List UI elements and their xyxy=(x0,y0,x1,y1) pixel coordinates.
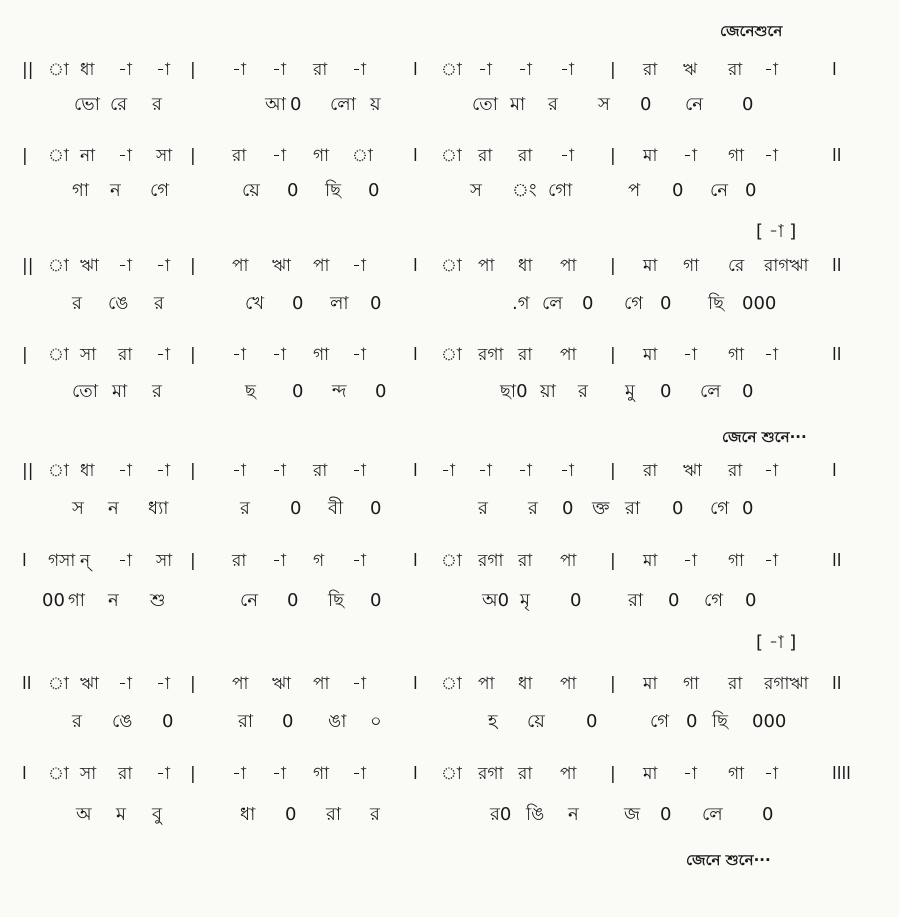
swara-note: -া xyxy=(764,345,778,365)
swara-note: সা xyxy=(156,551,173,571)
lyric-syllable: য়ে xyxy=(527,711,545,732)
swara-note: | xyxy=(190,764,196,784)
swara-note: -া xyxy=(272,551,286,571)
swara-note: | xyxy=(22,146,28,166)
swara-note: | xyxy=(610,674,616,694)
swara-note: রা xyxy=(518,146,533,166)
lyric-syllable: জ xyxy=(624,804,641,825)
lyric-syllable: র xyxy=(152,94,162,115)
lyric-syllable: বী xyxy=(328,498,344,519)
lyric-syllable: ন্দ xyxy=(332,381,347,402)
swara-note: ll xyxy=(832,146,842,166)
lyric-syllable: নে xyxy=(685,94,704,115)
swara-note: রগাঋা xyxy=(764,674,809,694)
lyric-syllable: মৃ xyxy=(520,590,530,611)
lyric-syllable: 0 xyxy=(368,180,380,201)
lyric-syllable: ছা0 xyxy=(500,381,528,402)
swara-note: -া xyxy=(156,674,170,694)
lyric-syllable: স xyxy=(470,180,482,201)
refrain-cue: জেনে শুনে··· xyxy=(686,851,771,869)
swara-note: -া xyxy=(352,461,366,481)
swara-note: া xyxy=(48,256,69,276)
lyric-syllable: 0 xyxy=(745,590,757,611)
lyric-syllable: র xyxy=(548,94,558,115)
swara-note: || xyxy=(22,461,34,481)
swara-note: -া xyxy=(764,146,778,166)
swara-note: া xyxy=(441,551,462,571)
swara-note: | xyxy=(190,146,196,166)
lyric-syllable: 0 xyxy=(660,804,672,825)
lyric-syllable: রা xyxy=(628,590,644,611)
swara-note: -া xyxy=(764,60,778,80)
swara-note: ধা xyxy=(518,256,533,276)
swara-note: া xyxy=(441,60,462,80)
swara-note: া xyxy=(441,146,462,166)
swara-note: মা xyxy=(643,146,658,166)
swara-note: রা xyxy=(118,764,133,784)
swara-note: | xyxy=(610,60,616,80)
swara-note: ll xyxy=(832,674,842,694)
swara-note: -া xyxy=(352,764,366,784)
swara-note: গা xyxy=(683,674,700,694)
lyric-syllable: 0 xyxy=(660,293,672,314)
lyric-syllable: 0 xyxy=(290,94,302,115)
swara-note: পা xyxy=(560,674,577,694)
swara-note: রা xyxy=(518,345,533,365)
lyric-syllable: 0 xyxy=(285,804,297,825)
lyric-syllable: 0 xyxy=(370,293,382,314)
swara-note: -া xyxy=(232,60,246,80)
swara-note: l xyxy=(413,60,418,80)
swara-note: মা xyxy=(643,674,658,694)
swara-note: -া xyxy=(352,256,366,276)
lyric-syllable: 0 xyxy=(745,180,757,201)
swara-note: -া xyxy=(352,60,366,80)
swara-note: -া xyxy=(518,461,532,481)
lyric-syllable: 0 xyxy=(640,94,652,115)
lyric-syllable: ং xyxy=(512,180,537,201)
lyric-syllable: স xyxy=(72,498,84,519)
lyric-syllable: অ0 xyxy=(482,590,510,611)
swara-note: ll xyxy=(832,345,842,365)
swara-note: পা xyxy=(232,256,249,276)
swara-note: রা xyxy=(313,60,328,80)
lyric-syllable: ঙি xyxy=(526,804,545,825)
lyric-syllable: 0 xyxy=(672,180,684,201)
swara-note: -া xyxy=(560,60,574,80)
swara-note: || xyxy=(22,256,34,276)
swara-note: | xyxy=(610,345,616,365)
lyric-syllable: ধা xyxy=(240,804,256,825)
swara-note: -া xyxy=(478,60,492,80)
lyric-syllable: র xyxy=(370,804,380,825)
swara-note: া xyxy=(441,764,462,784)
refrain-cue: জেনেশুনে xyxy=(720,22,783,40)
swara-note: l xyxy=(22,551,27,571)
lyric-syllable: 0 xyxy=(742,381,754,402)
swara-note: রা xyxy=(518,764,533,784)
swara-note: -া xyxy=(118,146,132,166)
swara-note: ll xyxy=(22,674,32,694)
swara-note: রা xyxy=(728,674,743,694)
lyric-syllable: ছি xyxy=(712,711,729,732)
lyric-syllable: র xyxy=(240,498,250,519)
swara-note: রা xyxy=(232,551,247,571)
swara-note: া xyxy=(48,674,69,694)
lyric-syllable: শু xyxy=(150,590,166,611)
lyric-syllable: লো xyxy=(330,94,356,115)
swara-note: গসা xyxy=(48,551,76,571)
lyric-syllable: 0 xyxy=(292,293,304,314)
swara-note: রা xyxy=(643,461,658,481)
lyric-syllable: 0 xyxy=(582,293,594,314)
swara-note: -া xyxy=(156,256,170,276)
swara-note: ধা xyxy=(80,461,95,481)
swara-note: -া xyxy=(560,461,574,481)
swara-note: রা xyxy=(518,551,533,571)
swara-note: মা xyxy=(643,764,658,784)
swara-note: -া xyxy=(560,146,574,166)
swara-note: সা xyxy=(156,146,173,166)
lyric-syllable: র0 xyxy=(490,804,512,825)
lyric-syllable: ন xyxy=(108,590,119,611)
swara-note: ঋ xyxy=(683,60,698,80)
swara-note: ঋা xyxy=(272,256,291,276)
swara-note: | xyxy=(190,674,196,694)
lyric-syllable: গে xyxy=(150,180,170,201)
swara-note: ঋা xyxy=(272,674,291,694)
lyric-syllable: য় xyxy=(370,94,381,115)
lyric-syllable: গো xyxy=(548,180,573,201)
lyric-syllable: ধ্যা xyxy=(148,498,169,519)
swara-note: গা xyxy=(728,551,745,571)
swara-note: -া xyxy=(352,551,366,571)
lyric-syllable: ছি xyxy=(328,590,345,611)
lyric-syllable: 0 xyxy=(562,498,574,519)
swara-note: ধা xyxy=(518,674,533,694)
lyric-syllable: অ xyxy=(76,804,92,825)
lyric-syllable: ঙা xyxy=(328,711,347,732)
swara-note: -া xyxy=(272,60,286,80)
lyric-syllable: য়ে xyxy=(242,180,260,201)
swara-note: || xyxy=(22,60,34,80)
lyric-syllable: ন xyxy=(568,804,579,825)
lyric-syllable: ঙে xyxy=(112,711,133,732)
swara-note: l xyxy=(413,256,418,276)
swara-note: রা xyxy=(478,146,493,166)
swara-note: পা xyxy=(478,256,495,276)
swara-note: l xyxy=(832,60,837,80)
swara-note: গা xyxy=(728,146,745,166)
swara-note: মা xyxy=(643,256,658,276)
lyric-syllable: গে xyxy=(704,590,724,611)
lyric-syllable: লে xyxy=(700,381,721,402)
lyric-syllable: 0 xyxy=(162,711,174,732)
swara-note: ll xyxy=(832,551,842,571)
swara-note: l xyxy=(22,764,27,784)
lyric-syllable: মু xyxy=(625,381,635,402)
lyric-syllable: .গ xyxy=(512,293,530,314)
swara-note: | xyxy=(190,345,196,365)
swara-note: ll xyxy=(832,256,842,276)
swara-note: -া xyxy=(272,345,286,365)
swara-note: -া xyxy=(232,764,246,784)
lyric-syllable: ছি xyxy=(708,293,725,314)
swara-note: l xyxy=(413,146,418,166)
swara-note: রে xyxy=(728,256,745,276)
swara-note: া xyxy=(48,764,69,784)
swara-note: | xyxy=(190,551,196,571)
lyric-syllable: 0 xyxy=(668,590,680,611)
swara-note: | xyxy=(190,461,196,481)
swara-note: -া xyxy=(118,60,132,80)
swara-note: ধা xyxy=(80,60,95,80)
swara-note: l xyxy=(413,461,418,481)
swara-note: না xyxy=(80,146,96,166)
swara-note: গা xyxy=(728,764,745,784)
lyric-syllable: 0 xyxy=(287,180,299,201)
lyric-syllable: গে xyxy=(624,293,644,314)
swara-note: পা xyxy=(560,345,577,365)
swara-note: ন্ xyxy=(80,551,91,571)
swara-note: -া xyxy=(118,461,132,481)
swara-note: মা xyxy=(643,345,658,365)
swara-note: -া xyxy=(478,461,492,481)
swara-note: -া xyxy=(156,60,170,80)
swara-note: -া xyxy=(683,345,697,365)
swara-note: -া xyxy=(441,461,455,481)
swara-note: -া xyxy=(156,461,170,481)
swara-note: -া xyxy=(118,256,132,276)
lyric-syllable: মা xyxy=(112,381,128,402)
swara-note: া xyxy=(48,60,69,80)
alternate-note: [ -া ] xyxy=(756,632,797,653)
swara-note: l xyxy=(413,345,418,365)
lyric-syllable: ছ xyxy=(245,381,256,402)
swara-note: ঋা xyxy=(683,461,702,481)
lyric-syllable: 0 xyxy=(282,711,294,732)
lyric-syllable: 0 xyxy=(672,498,684,519)
lyric-syllable: স xyxy=(598,94,610,115)
swara-note: রা xyxy=(313,461,328,481)
swara-note: l xyxy=(413,674,418,694)
swara-note: ঋা xyxy=(80,256,99,276)
swara-note: া xyxy=(441,674,462,694)
lyric-syllable: মা xyxy=(510,94,526,115)
swara-note: পা xyxy=(232,674,249,694)
lyric-syllable: গা xyxy=(68,590,86,611)
lyric-syllable: 0 xyxy=(570,590,582,611)
lyric-syllable: গা xyxy=(72,180,90,201)
swara-note: | xyxy=(190,256,196,276)
swara-note: গা xyxy=(728,345,745,365)
lyric-syllable: র xyxy=(154,293,164,314)
swara-note: া xyxy=(441,345,462,365)
swara-note: | xyxy=(190,60,196,80)
lyric-syllable: 000 xyxy=(752,711,787,732)
swara-note: -া xyxy=(118,551,132,571)
swara-note: মা xyxy=(643,551,658,571)
lyric-syllable: রা xyxy=(326,804,342,825)
lyric-syllable: রে xyxy=(110,94,128,115)
lyric-syllable: তো xyxy=(72,381,99,402)
swara-note: -া xyxy=(764,551,778,571)
swara-note: -া xyxy=(683,551,697,571)
swara-note: -া xyxy=(518,60,532,80)
lyric-syllable: লে xyxy=(702,804,723,825)
swara-note: -া xyxy=(232,461,246,481)
swara-note: পা xyxy=(313,674,330,694)
swara-note: রা xyxy=(118,345,133,365)
swara-note: -া xyxy=(683,146,697,166)
lyric-syllable: ক্ত xyxy=(592,498,610,519)
lyric-syllable: র xyxy=(72,711,82,732)
lyric-syllable: প xyxy=(628,180,641,201)
swara-note: l xyxy=(413,551,418,571)
swara-note: রগা xyxy=(478,345,504,365)
lyric-syllable: 0 xyxy=(287,590,299,611)
swara-note: া xyxy=(441,256,462,276)
swara-note: -া xyxy=(272,146,286,166)
swara-note: llll xyxy=(832,764,851,784)
lyric-syllable: 0 xyxy=(742,498,754,519)
lyric-syllable: 0 xyxy=(762,804,774,825)
swara-note: -া xyxy=(272,764,286,784)
lyric-syllable: 0 xyxy=(292,381,304,402)
swara-note: সা xyxy=(80,764,97,784)
lyric-syllable: হ xyxy=(488,711,498,732)
lyric-syllable: বু xyxy=(152,804,163,825)
swara-note: া xyxy=(352,146,373,166)
swara-note: | xyxy=(610,764,616,784)
lyric-syllable: গে xyxy=(650,711,670,732)
alternate-note: [ -া ] xyxy=(756,221,797,242)
swara-note: | xyxy=(22,345,28,365)
lyric-syllable: 0 xyxy=(586,711,598,732)
swara-note: -া xyxy=(764,461,778,481)
lyric-syllable: 0 xyxy=(686,711,698,732)
lyric-syllable: ভো xyxy=(74,94,100,115)
lyric-syllable: ন xyxy=(108,498,119,519)
lyric-syllable: রা xyxy=(238,711,254,732)
lyric-syllable: ০ xyxy=(370,711,382,732)
swara-note: -া xyxy=(352,345,366,365)
lyric-syllable: 00 xyxy=(42,590,65,611)
lyric-syllable: নে xyxy=(710,180,729,201)
lyric-syllable: র xyxy=(528,498,538,519)
lyric-syllable: নে xyxy=(240,590,259,611)
lyric-syllable: ঙে xyxy=(108,293,129,314)
lyric-syllable: 0 xyxy=(742,94,754,115)
swara-note: | xyxy=(610,461,616,481)
swara-note: | xyxy=(610,256,616,276)
swara-note: -া xyxy=(272,461,286,481)
lyric-syllable: ন xyxy=(110,180,121,201)
swara-note: গা xyxy=(313,764,330,784)
swara-note: গা xyxy=(683,256,700,276)
swara-note: | xyxy=(610,551,616,571)
lyric-syllable: র xyxy=(152,381,162,402)
lyric-syllable: রা xyxy=(625,498,641,519)
lyric-syllable: ছি xyxy=(325,180,342,201)
lyric-syllable: র xyxy=(478,498,488,519)
refrain-cue: জেনে শুনে··· xyxy=(722,428,807,446)
swara-note: রা xyxy=(232,146,247,166)
swara-note: রা xyxy=(728,60,743,80)
swara-note: l xyxy=(832,461,837,481)
swara-note: া xyxy=(48,461,69,481)
swara-note: রা xyxy=(728,461,743,481)
lyric-syllable: র xyxy=(578,381,588,402)
lyric-syllable: তো xyxy=(472,94,499,115)
swara-note: পা xyxy=(478,674,495,694)
lyric-syllable: য়া xyxy=(540,381,556,402)
lyric-syllable: খে xyxy=(245,293,265,314)
lyric-syllable: লা xyxy=(330,293,349,314)
swara-note: -া xyxy=(118,674,132,694)
swara-note: -া xyxy=(232,345,246,365)
swara-note: গা xyxy=(313,146,330,166)
lyric-syllable: 0 xyxy=(290,498,302,519)
lyric-syllable: ম xyxy=(116,804,126,825)
swara-note: া xyxy=(48,345,69,365)
swara-note: রগা xyxy=(478,764,504,784)
lyric-syllable: 0 xyxy=(375,381,387,402)
swara-note: া xyxy=(48,146,69,166)
swara-note: | xyxy=(610,146,616,166)
swara-note: গ xyxy=(313,551,325,571)
swara-note: পা xyxy=(313,256,330,276)
swara-note: -া xyxy=(352,674,366,694)
swara-note: পা xyxy=(560,551,577,571)
lyric-syllable: 0 xyxy=(660,381,672,402)
swara-note: পা xyxy=(560,256,577,276)
swara-note: পা xyxy=(560,764,577,784)
swara-note: -া xyxy=(156,345,170,365)
swara-note: সা xyxy=(80,345,97,365)
lyric-syllable: র xyxy=(72,293,82,314)
swara-note: l xyxy=(413,764,418,784)
swara-note: রাগঋা xyxy=(764,256,809,276)
swara-note: রগা xyxy=(478,551,504,571)
swara-note: গা xyxy=(313,345,330,365)
lyric-syllable: লে xyxy=(542,293,563,314)
swara-note: -া xyxy=(156,764,170,784)
lyric-syllable: আ xyxy=(265,94,286,115)
swara-note: -া xyxy=(683,764,697,784)
lyric-syllable: 0 xyxy=(370,590,382,611)
lyric-syllable: গে xyxy=(710,498,730,519)
swara-note: রা xyxy=(643,60,658,80)
swara-note: ঋা xyxy=(80,674,99,694)
lyric-syllable: 000 xyxy=(742,293,777,314)
swara-note: -া xyxy=(764,764,778,784)
lyric-syllable: 0 xyxy=(370,498,382,519)
